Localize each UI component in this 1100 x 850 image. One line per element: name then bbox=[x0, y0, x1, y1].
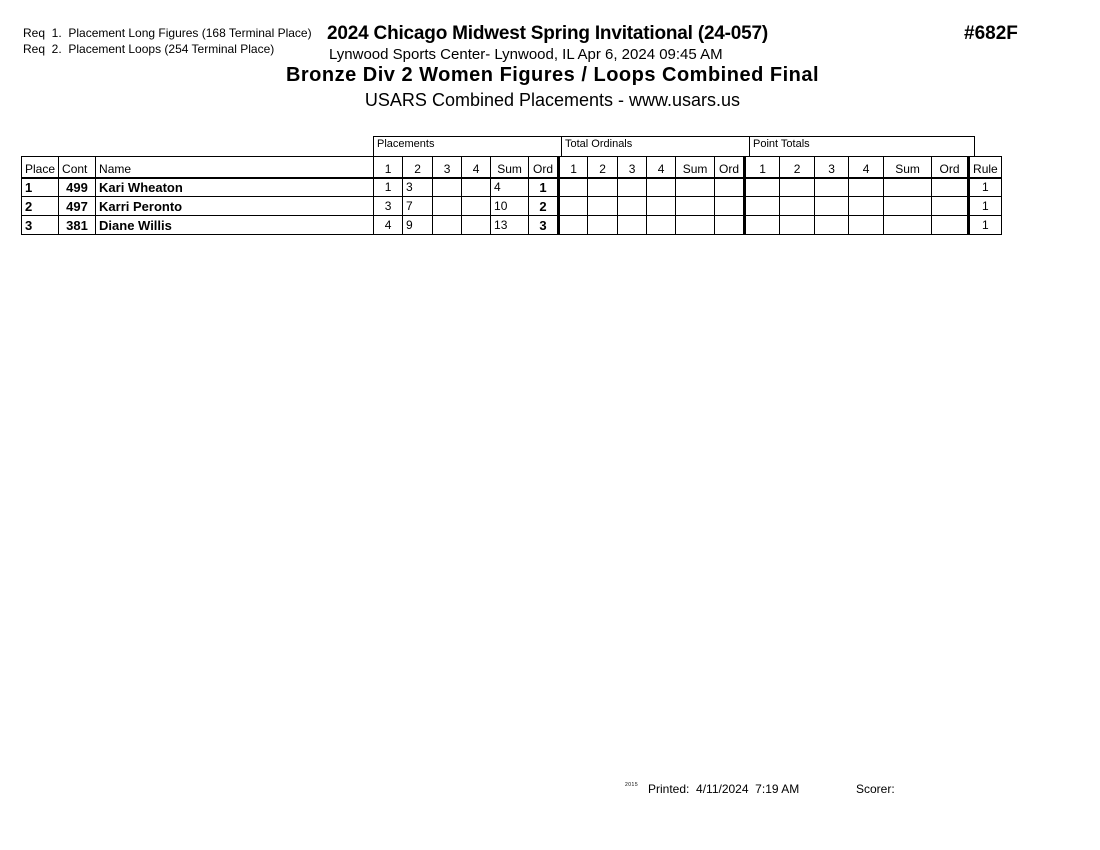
cell-ordinal-4 bbox=[647, 197, 676, 216]
cell-points-ord bbox=[932, 197, 969, 216]
cell-points-4 bbox=[849, 216, 884, 235]
cell-placement-1: 3 bbox=[374, 197, 403, 216]
col-header-name: Name bbox=[96, 157, 374, 178]
col-header-placement-3: 3 bbox=[433, 157, 462, 178]
cell-rule: 1 bbox=[969, 216, 1002, 235]
cell-placement-4 bbox=[462, 178, 491, 197]
cell-points-1 bbox=[745, 178, 780, 197]
table-row bbox=[22, 197, 1002, 216]
table-header-row bbox=[22, 157, 1002, 178]
cell-points-ord bbox=[932, 178, 969, 197]
cell-ordinal-sum bbox=[676, 197, 715, 216]
cell-ordinal-2 bbox=[588, 178, 618, 197]
cell-placement-2: 7 bbox=[403, 197, 433, 216]
cell-placement-1: 1 bbox=[374, 178, 403, 197]
scorer-label: Scorer: bbox=[856, 782, 895, 796]
cell-points-sum bbox=[884, 178, 932, 197]
col-header-points-2: 2 bbox=[780, 157, 815, 178]
footer-mark: 2015 bbox=[625, 782, 639, 788]
cell-points-2 bbox=[780, 178, 815, 197]
cell-ordinal-2 bbox=[588, 216, 618, 235]
col-header-ordinal-3: 3 bbox=[618, 157, 647, 178]
cell-ordinal-ord bbox=[715, 178, 745, 197]
cell-placement-sum: 4 bbox=[491, 178, 529, 197]
cell-placement-1: 4 bbox=[374, 216, 403, 235]
cell-points-sum bbox=[884, 216, 932, 235]
cell-ordinal-ord bbox=[715, 197, 745, 216]
col-header-points-ord: Ord bbox=[932, 157, 969, 178]
table-row bbox=[22, 216, 1002, 235]
requirement-2: Req 2. Placement Loops (254 Terminal Place) bbox=[23, 42, 275, 56]
page-subtitle: USARS Combined Placements - www.usars.us bbox=[364, 90, 741, 110]
cell-placement-3 bbox=[433, 178, 462, 197]
cell-rule: 1 bbox=[969, 178, 1002, 197]
cell-ordinal-1 bbox=[559, 178, 588, 197]
requirement-1: Req 1. Placement Long Figures (168 Terminal Place) bbox=[23, 26, 312, 40]
cell-ordinal-3 bbox=[618, 178, 647, 197]
cell-points-4 bbox=[849, 197, 884, 216]
col-header-ordinal-1: 1 bbox=[559, 157, 588, 178]
cell-name: Diane Willis bbox=[96, 216, 374, 235]
col-header-cont: Cont bbox=[59, 157, 96, 178]
cell-placement-ord: 2 bbox=[529, 197, 559, 216]
printed-timestamp: Printed: 4/11/2024 7:19 AM bbox=[648, 782, 800, 796]
cell-ordinal-ord bbox=[715, 216, 745, 235]
cell-placement-3 bbox=[433, 216, 462, 235]
cell-points-2 bbox=[780, 197, 815, 216]
cell-placement-ord: 1 bbox=[529, 178, 559, 197]
col-header-points-3: 3 bbox=[815, 157, 849, 178]
cell-ordinal-1 bbox=[559, 197, 588, 216]
col-header-place: Place bbox=[22, 157, 59, 178]
cell-cont: 381 bbox=[59, 216, 96, 235]
cell-ordinal-sum bbox=[676, 178, 715, 197]
cell-points-1 bbox=[745, 197, 780, 216]
event-number: #682F bbox=[964, 23, 1018, 44]
cell-placement-4 bbox=[462, 197, 491, 216]
cell-ordinal-2 bbox=[588, 197, 618, 216]
cell-ordinal-sum bbox=[676, 216, 715, 235]
cell-cont: 499 bbox=[59, 178, 96, 197]
cell-placement-2: 9 bbox=[403, 216, 433, 235]
cell-placement-sum: 13 bbox=[491, 216, 529, 235]
col-header-placement-4: 4 bbox=[462, 157, 491, 178]
col-header-placement-1: 1 bbox=[374, 157, 403, 178]
cell-placement-sum: 10 bbox=[491, 197, 529, 216]
group-header-point-totals: Point Totals bbox=[749, 136, 975, 156]
col-header-rule: Rule bbox=[969, 157, 1002, 178]
cell-place: 1 bbox=[22, 178, 59, 197]
cell-points-4 bbox=[849, 178, 884, 197]
competition-title: 2024 Chicago Midwest Spring Invitational (24-057) bbox=[327, 23, 769, 44]
cell-ordinal-3 bbox=[618, 216, 647, 235]
cell-cont: 497 bbox=[59, 197, 96, 216]
cell-ordinal-3 bbox=[618, 197, 647, 216]
group-header-total-ordinals: Total Ordinals bbox=[561, 136, 749, 156]
cell-ordinal-4 bbox=[647, 178, 676, 197]
cell-points-ord bbox=[932, 216, 969, 235]
col-header-placement-ord: Ord bbox=[529, 157, 559, 178]
col-header-points-sum: Sum bbox=[884, 157, 932, 178]
col-header-ordinal-2: 2 bbox=[588, 157, 618, 178]
cell-points-3 bbox=[815, 178, 849, 197]
col-header-placement-sum: Sum bbox=[491, 157, 529, 178]
col-header-ordinal-ord: Ord bbox=[715, 157, 745, 178]
cell-name: Karri Peronto bbox=[96, 197, 374, 216]
group-header-placements: Placements bbox=[373, 136, 561, 156]
cell-placement-3 bbox=[433, 197, 462, 216]
results-table bbox=[21, 156, 1002, 235]
event-name: Bronze Div 2 Women Figures / Loops Combined Final bbox=[285, 64, 820, 86]
col-header-points-1: 1 bbox=[745, 157, 780, 178]
cell-placement-ord: 3 bbox=[529, 216, 559, 235]
venue-line: Lynwood Sports Center- Lynwood, IL Apr 6, 2024 09:45 AM bbox=[329, 46, 723, 63]
cell-points-2 bbox=[780, 216, 815, 235]
cell-points-3 bbox=[815, 197, 849, 216]
cell-points-3 bbox=[815, 216, 849, 235]
cell-placement-2: 3 bbox=[403, 178, 433, 197]
cell-place: 2 bbox=[22, 197, 59, 216]
col-header-ordinal-sum: Sum bbox=[676, 157, 715, 178]
col-header-ordinal-4: 4 bbox=[647, 157, 676, 178]
cell-points-sum bbox=[884, 197, 932, 216]
table-row bbox=[22, 178, 1002, 197]
col-header-points-4: 4 bbox=[849, 157, 884, 178]
col-header-placement-2: 2 bbox=[403, 157, 433, 178]
cell-name: Kari Wheaton bbox=[96, 178, 374, 197]
cell-points-1 bbox=[745, 216, 780, 235]
cell-place: 3 bbox=[22, 216, 59, 235]
cell-placement-4 bbox=[462, 216, 491, 235]
cell-ordinal-4 bbox=[647, 216, 676, 235]
cell-rule: 1 bbox=[969, 197, 1002, 216]
cell-ordinal-1 bbox=[559, 216, 588, 235]
